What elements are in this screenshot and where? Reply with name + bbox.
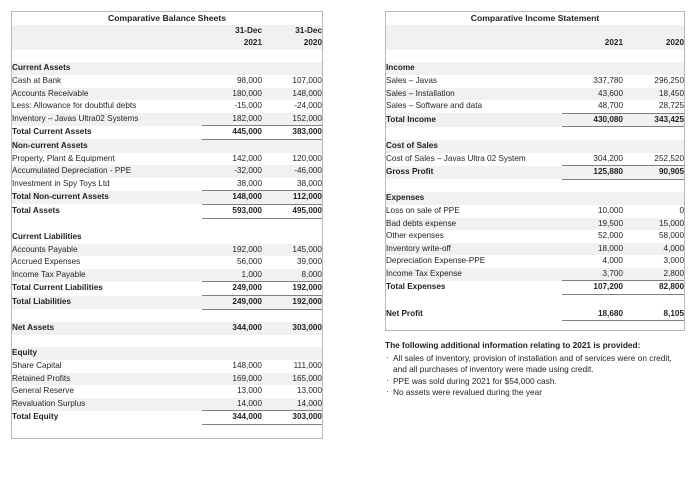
row-value-col-1: 182,000 (202, 113, 262, 126)
table-row (12, 373, 322, 386)
row-label (12, 218, 202, 231)
row-value-col-1: 13,000 (202, 385, 262, 398)
table-row (12, 88, 322, 101)
column-header-blank (386, 37, 562, 50)
column-header-row-1 (386, 25, 684, 38)
note-item: · PPE was sold during 2021 for $54,000 cash. (385, 376, 687, 388)
row-value-col-1: 249,000 (202, 282, 262, 296)
row-value-col-2 (262, 347, 322, 360)
spacer-row (386, 295, 684, 308)
table-row (386, 113, 684, 127)
table-row (12, 411, 322, 425)
row-value-col-2: 495,000 (262, 204, 322, 218)
separator-cell (623, 50, 684, 63)
column-header-period-1 (562, 25, 623, 38)
table-row (386, 140, 684, 153)
table-row (386, 192, 684, 205)
row-value-col-1: 52,000 (562, 230, 623, 243)
row-label: Accrued Expenses (12, 256, 202, 269)
row-value-col-1: 445,000 (202, 126, 262, 140)
row-label: Total Income (386, 113, 562, 127)
row-value-col-2: 13,000 (262, 385, 322, 398)
row-value-col-2: 0 (623, 205, 684, 218)
row-value-col-1: 10,000 (562, 205, 623, 218)
row-label (386, 295, 562, 308)
row-value-col-1: 125,880 (562, 166, 623, 180)
row-label: Sales – Javas (386, 75, 562, 88)
row-value-col-1 (202, 231, 262, 244)
row-value-col-2: 58,000 (623, 230, 684, 243)
row-value-col-2 (623, 179, 684, 192)
table-row (386, 153, 684, 166)
row-value-col-2 (623, 140, 684, 153)
row-value-col-1 (202, 139, 262, 152)
row-label: Total Liabilities (12, 296, 202, 310)
row-value-col-2 (262, 62, 322, 75)
row-label: Less: Allowance for doubtful debts (12, 100, 202, 113)
row-label: Bad debts expense (386, 218, 562, 231)
row-label: Cash at Bank (12, 75, 202, 88)
row-value-col-1: 18,000 (562, 243, 623, 256)
row-label: General Reserve (12, 385, 202, 398)
table-row (12, 296, 322, 310)
row-value-col-1: 344,000 (202, 322, 262, 335)
row-value-col-1 (562, 62, 623, 75)
row-label: Income (386, 62, 562, 75)
row-value-col-1: 19,500 (562, 218, 623, 231)
row-value-col-1: 180,000 (202, 88, 262, 101)
row-value-col-1: 56,000 (202, 256, 262, 269)
row-value-col-1: 249,000 (202, 296, 262, 310)
separator-cell (12, 50, 202, 63)
note-item: · No assets were revalued during the year (385, 387, 687, 399)
row-label (386, 179, 562, 192)
column-header-blank (386, 25, 562, 38)
row-value-col-1: 3,700 (562, 268, 623, 281)
row-value-col-1: 593,000 (202, 204, 262, 218)
table-row (386, 243, 684, 256)
header-separator-row (12, 50, 322, 63)
row-value-col-2: 303,000 (262, 322, 322, 335)
row-value-col-2: 14,000 (262, 398, 322, 411)
spacer-row (12, 309, 322, 322)
row-label: Inventory write-off (386, 243, 562, 256)
row-value-col-1: 337,780 (562, 75, 623, 88)
row-value-col-1 (202, 335, 262, 348)
column-header-period-2: 31-Dec (262, 25, 322, 38)
row-label: Net Assets (12, 322, 202, 335)
row-label: Net Profit (386, 308, 562, 321)
table-row (386, 75, 684, 88)
comparative-income-statement-panel (385, 11, 685, 331)
row-value-col-2: 252,520 (623, 153, 684, 166)
separator-cell (386, 50, 562, 63)
table-row (12, 347, 322, 360)
table-row (386, 205, 684, 218)
row-label (12, 335, 202, 348)
notes-heading: The following additional information relating to 2021 is provided: (385, 340, 641, 350)
column-header-row-2 (12, 37, 322, 50)
row-label: Cost of Sales (386, 140, 562, 153)
notes-list (385, 353, 687, 399)
table-row (386, 308, 684, 321)
table-row (386, 88, 684, 101)
row-value-col-2: 107,000 (262, 75, 322, 88)
row-value-col-2 (262, 335, 322, 348)
table-row (12, 282, 322, 296)
spacer-row (12, 335, 322, 348)
row-value-col-1: 1,000 (202, 269, 262, 282)
row-label: Total Assets (12, 204, 202, 218)
row-value-col-1: -32,000 (202, 165, 262, 178)
row-value-col-2: 8,000 (262, 269, 322, 282)
row-label: Other expenses (386, 230, 562, 243)
table-row (12, 385, 322, 398)
row-label: Total Expenses (386, 281, 562, 295)
row-value-col-2: 120,000 (262, 153, 322, 166)
row-label: Non-current Assets (12, 139, 202, 152)
row-value-col-2: 38,000 (262, 178, 322, 191)
separator-cell (262, 50, 322, 63)
row-value-col-1: 14,000 (202, 398, 262, 411)
row-value-col-2: 90,905 (623, 166, 684, 180)
row-value-col-1 (202, 218, 262, 231)
row-label: Sales – Installation (386, 88, 562, 101)
income-statement-table (386, 12, 684, 321)
table-row (386, 255, 684, 268)
table-row (12, 153, 322, 166)
table-row (386, 281, 684, 295)
row-value-col-1 (202, 309, 262, 322)
row-value-col-1: 98,000 (202, 75, 262, 88)
row-label: Revaluation Surplus (12, 398, 202, 411)
row-label: Accounts Receivable (12, 88, 202, 101)
row-value-col-1 (562, 192, 623, 205)
row-value-col-1: 148,000 (202, 191, 262, 205)
row-value-col-2: 165,000 (262, 373, 322, 386)
balance-sheet-table (12, 12, 322, 425)
row-value-col-1: 430,080 (562, 113, 623, 127)
row-value-col-2: 2,800 (623, 268, 684, 281)
row-label: Equity (12, 347, 202, 360)
row-value-col-2 (623, 127, 684, 140)
row-value-col-1: 148,000 (202, 360, 262, 373)
row-label: Total Current Assets (12, 126, 202, 140)
row-value-col-1: 304,200 (562, 153, 623, 166)
separator-cell (202, 50, 262, 63)
table-row (12, 269, 322, 282)
row-value-col-1 (562, 140, 623, 153)
note-item: · All sales of inventory, provision of installation and of services were on credit, and all purchases of inventory were made using credit. (385, 353, 687, 376)
row-label: Accounts Payable (12, 244, 202, 257)
row-label: Current Liabilities (12, 231, 202, 244)
row-value-col-2: 39,000 (262, 256, 322, 269)
header-separator-row (386, 50, 684, 63)
table-title: Comparative Income Statement (386, 12, 684, 25)
row-label: Total Non-current Assets (12, 191, 202, 205)
row-value-col-2: 343,425 (623, 113, 684, 127)
row-value-col-1 (562, 127, 623, 140)
row-value-col-2: 383,000 (262, 126, 322, 140)
row-value-col-1: 169,000 (202, 373, 262, 386)
row-value-col-1: 43,600 (562, 88, 623, 101)
row-label (386, 127, 562, 140)
table-title-row (12, 12, 322, 25)
table-row (386, 230, 684, 243)
row-value-col-2 (623, 192, 684, 205)
row-value-col-2: 192,000 (262, 282, 322, 296)
row-value-col-2: 28,725 (623, 100, 684, 113)
table-row (386, 62, 684, 75)
table-row (12, 75, 322, 88)
row-value-col-2 (623, 62, 684, 75)
row-value-col-2: 152,000 (262, 113, 322, 126)
row-value-col-1: 4,000 (562, 255, 623, 268)
row-value-col-1 (562, 295, 623, 308)
row-label: Current Assets (12, 62, 202, 75)
column-header-year-2: 2020 (262, 37, 322, 50)
row-value-col-2: 8,105 (623, 308, 684, 321)
column-header-year-2: 2020 (623, 37, 684, 50)
row-value-col-2 (623, 295, 684, 308)
table-row (12, 191, 322, 205)
row-label: Gross Profit (386, 166, 562, 180)
comparative-balance-sheets-panel (11, 11, 323, 439)
table-row (12, 62, 322, 75)
row-label: Investment in Spy Toys Ltd (12, 178, 202, 191)
table-row (12, 256, 322, 269)
table-row (12, 204, 322, 218)
row-value-col-1 (562, 179, 623, 192)
row-label: Loss on sale of PPE (386, 205, 562, 218)
row-value-col-2 (262, 309, 322, 322)
row-value-col-2: 303,000 (262, 411, 322, 425)
table-title-row (386, 12, 684, 25)
row-value-col-2: 145,000 (262, 244, 322, 257)
row-value-col-2: 192,000 (262, 296, 322, 310)
table-row (12, 398, 322, 411)
row-label (12, 309, 202, 322)
table-row (386, 218, 684, 231)
row-value-col-2: 112,000 (262, 191, 322, 205)
column-header-blank (12, 25, 202, 38)
row-value-col-2: 111,000 (262, 360, 322, 373)
column-header-row-2 (386, 37, 684, 50)
column-header-year-1: 2021 (202, 37, 262, 50)
column-header-year-1: 2021 (562, 37, 623, 50)
row-value-col-1: 18,680 (562, 308, 623, 321)
row-value-col-2 (262, 139, 322, 152)
column-header-period-2 (623, 25, 684, 38)
row-value-col-2 (262, 218, 322, 231)
row-value-col-2: 18,450 (623, 88, 684, 101)
row-label: Expenses (386, 192, 562, 205)
table-row (12, 100, 322, 113)
table-row (12, 322, 322, 335)
table-row (386, 268, 684, 281)
row-value-col-2: -46,000 (262, 165, 322, 178)
column-header-row-1 (12, 25, 322, 38)
row-label: Depreciation Expense-PPE (386, 255, 562, 268)
row-value-col-2: 148,000 (262, 88, 322, 101)
row-label: Retained Profits (12, 373, 202, 386)
row-value-col-2: 296,250 (623, 75, 684, 88)
row-label: Share Capital (12, 360, 202, 373)
row-value-col-2 (262, 231, 322, 244)
row-value-col-1: 107,200 (562, 281, 623, 295)
row-label: Accumulated Depreciation - PPE (12, 165, 202, 178)
row-value-col-1 (202, 347, 262, 360)
row-value-col-1: 192,000 (202, 244, 262, 257)
row-label: Cost of Sales – Javas Ultra 02 System (386, 153, 562, 166)
row-value-col-2: 15,000 (623, 218, 684, 231)
row-value-col-1: 344,000 (202, 411, 262, 425)
separator-cell (562, 50, 623, 63)
row-value-col-2: 82,800 (623, 281, 684, 295)
spacer-row (386, 127, 684, 140)
table-row (12, 231, 322, 244)
row-value-col-1: -15,000 (202, 100, 262, 113)
table-row (12, 165, 322, 178)
spacer-row (12, 218, 322, 231)
table-title: Comparative Balance Sheets (12, 12, 322, 25)
row-value-col-1: 38,000 (202, 178, 262, 191)
row-value-col-2: -24,000 (262, 100, 322, 113)
row-label: Income Tax Payable (12, 269, 202, 282)
balance-sheet-body (12, 12, 322, 425)
row-label: Inventory – Javas Ultra02 Systems (12, 113, 202, 126)
row-value-col-1 (202, 62, 262, 75)
row-value-col-2: 4,000 (623, 243, 684, 256)
column-header-period-1: 31-Dec (202, 25, 262, 38)
table-row (386, 100, 684, 113)
row-label: Sales – Software and data (386, 100, 562, 113)
row-value-col-1: 48,700 (562, 100, 623, 113)
spacer-row (386, 179, 684, 192)
row-label: Total Current Liabilities (12, 282, 202, 296)
table-row (12, 139, 322, 152)
row-value-col-2: 3,000 (623, 255, 684, 268)
row-label: Property, Plant & Equipment (12, 153, 202, 166)
table-row (12, 244, 322, 257)
table-row (386, 166, 684, 180)
column-header-blank (12, 37, 202, 50)
income-statement-body (386, 12, 684, 321)
table-row (12, 126, 322, 140)
row-label: Income Tax Expense (386, 268, 562, 281)
row-label: Total Equity (12, 411, 202, 425)
additional-information-notes (385, 340, 687, 399)
table-row (12, 360, 322, 373)
table-row (12, 113, 322, 126)
table-row (12, 178, 322, 191)
row-value-col-1: 142,000 (202, 153, 262, 166)
